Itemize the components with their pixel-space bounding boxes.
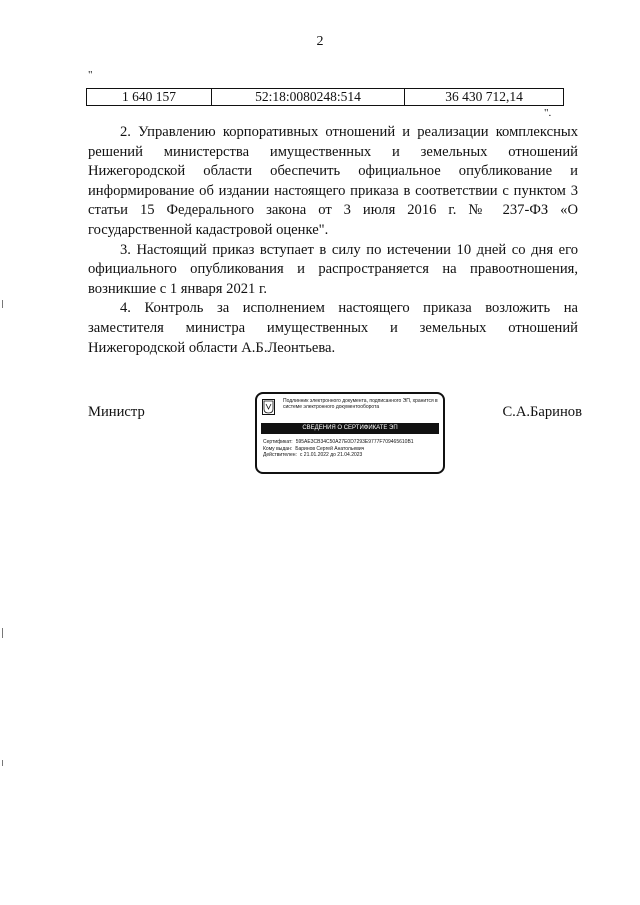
- electronic-signature-stamp: [255, 392, 445, 474]
- stamp-owner-label: Кому выдан:: [263, 445, 293, 452]
- signer-name: С.А.Баринов: [502, 404, 582, 420]
- paragraph-3: 3. Настоящий приказ вступает в силу по истечении 10 дней со дня его официального опубликования и распространяется на правоотношения, возникшие с 1 января 2021 г.: [88, 241, 578, 297]
- signer-position: Министр: [88, 404, 145, 420]
- stamp-certificate-info: [263, 439, 441, 459]
- stamp-header: Подлинник электронного документа, подписанного ЭП, хранится в системе электронного документооборота: [283, 398, 438, 410]
- signature-block: [0, 392, 640, 482]
- table-cell-cadastral-value: 36 430 712,14: [405, 89, 564, 106]
- scan-margin-mark: [2, 300, 3, 308]
- closing-quote: ".: [544, 107, 552, 119]
- table-cell-number: 1 640 157: [87, 89, 212, 106]
- stamp-owner-value: Баринов Сергей Анатольевич: [295, 445, 365, 452]
- stamp-cert-label: Сертификат:: [263, 439, 293, 445]
- coat-of-arms-icon: [262, 399, 275, 415]
- scan-margin-mark: [2, 760, 3, 766]
- paragraph-4: 4. Контроль за исполнением настоящего приказа возложить на заместителя министра имущественных и земельных отношений Нижегородской области А.Б.Леонтьева.: [88, 300, 578, 356]
- stamp-cert-value: 595AE3CB34C50A27E0D7293E9777F709465610B1: [295, 439, 414, 445]
- scan-margin-mark: [2, 628, 3, 638]
- page-number: 2: [316, 34, 324, 49]
- stamp-valid-line: [263, 452, 441, 459]
- opening-quote: ": [88, 69, 93, 81]
- paragraph-2: 2. Управлению корпоративных отношений и реализации комплексных решений министерства имущественных и земельных отношений Нижегородской области обеспечить официальное опубликование и информирование об издании настоящего приказа в соответствии с пунктом 3 статьи 15 Федерального закона от 3 июля 2016 г. № 237-ФЗ «О государственной кадастровой оценке".: [88, 124, 578, 238]
- table-cell-cadastral-number: 52:18:0080248:514: [212, 89, 405, 106]
- stamp-valid-label: Действителен:: [263, 452, 297, 458]
- table-row: [87, 89, 564, 106]
- cadastral-table: [86, 88, 564, 106]
- stamp-valid-value: с 21.01.2022 до 21.04.2023: [299, 452, 363, 458]
- stamp-certificate-title: СВЕДЕНИЯ О СЕРТИФИКАТЕ ЭП: [261, 423, 439, 434]
- document-body: [88, 123, 578, 358]
